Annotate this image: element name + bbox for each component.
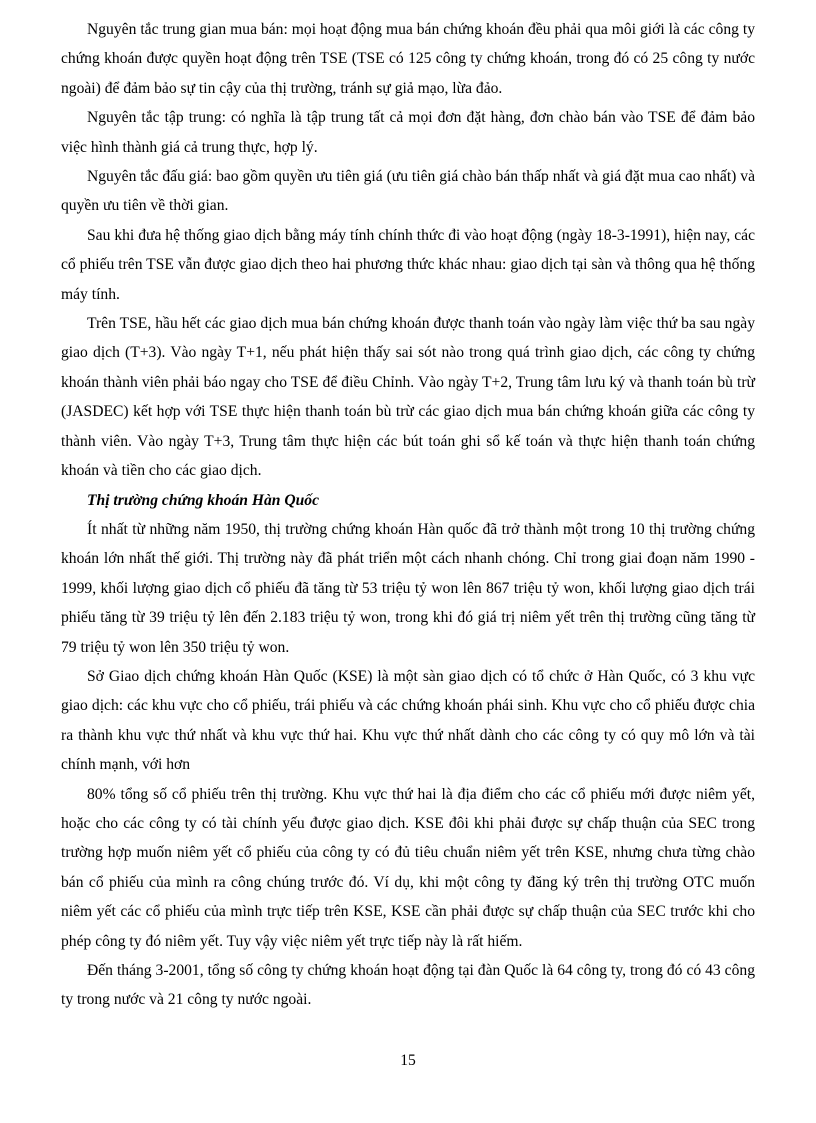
paragraph-auction-principle: Nguyên tắc đấu giá: bao gồm quyền ưu tiên giá (ưu tiên giá chào bán thấp nhất và giá đặt mua cao nhất) và quyền ưu tiên về thời gian. [61,168,755,215]
paragraph-kse-sections: 80% tổng số cổ phiếu trên thị trường. Khu vực thứ hai là địa điểm cho các cổ phiếu mới được niêm yết, hoặc cho các công ty có tài chính yếu được giao dịch. KSE đôi khi phải được sự chấp thuận của SEC trong trường hợp muốn niêm yết cổ phiếu của công ty có đủ tiêu chuẩn niêm yết trên KSE, nhưng chưa từng chào bán cổ phiếu của mình ra công chúng trước đó. Ví dụ, khi một công ty đăng ký trên thị trường OTC muốn niêm yết các cổ phiếu của mình trực tiếp trên KSE, KSE cần phải được sự chấp thuận của SEC trước khi cho phép công ty đó niêm yết. Tuy vậy việc niêm yết trực tiếp này là rất hiếm. [61,785,755,950]
paragraph-trading-methods: Sau khi đưa hệ thống giao dịch bằng máy tính chính thức đi vào hoạt động (ngày 18-3-1991), hiện nay, các cổ phiếu trên TSE vẫn được giao dịch theo hai phương thức khác nhau: giao dịch tại sàn và thông qua hệ thống máy tính. [61,226,755,303]
paragraph-centralization-principle: Nguyên tắc tập trung: có nghĩa là tập trung tất cả mọi đơn đặt hàng, đơn chào bán vào TSE để đảm bảo việc hình thành giá cả trung thực, hợp lý. [61,109,755,156]
paragraph-settlement: Trên TSE, hầu hết các giao dịch mua bán chứng khoán được thanh toán vào ngày làm việc thứ ba sau ngày giao dịch (T+3). Vào ngày T+1, nếu phát hiện thấy sai sót nào trong quá trình giao dịch, các công ty chứng khoán thành viên phải báo ngay cho TSE để điều Chỉnh. Vào ngày T+2, Trung tâm lưu ký và thanh toán bù trừ (JASDEC) kết hợp với TSE thực hiện thanh toán bù trừ các giao dịch mua bán chứng khoán giữa các công ty thành viên. Vào ngày T+3, Trung tâm thực hiện các bút toán ghi sổ kế toán và thực hiện thanh toán chứng khoán và tiền cho các giao dịch. [61,315,755,480]
paragraph-securities-companies: Đến tháng 3-2001, tổng số công ty chứng khoán hoạt động tại đàn Quốc là 64 công ty, trong đó có 43 công ty trong nước và 21 công ty nước ngoài. [61,962,755,1009]
paragraph-intermediary-principle: Nguyên tắc trung gian mua bán: mọi hoạt động mua bán chứng khoán đều phải qua môi giới là các công ty chứng khoán được quyền hoạt động trên TSE (TSE có 125 công ty chứng khoán, trong đó có 25 công ty nước ngoài) để đảm bảo sự tin cậy của thị trường, tránh sự giả mạo, lừa đảo. [61,21,755,97]
paragraph-kse-description: Sở Giao dịch chứng khoán Hàn Quốc (KSE) là một sàn giao dịch có tổ chức ở Hàn Quốc, có 3 khu vực giao dịch: các khu vực cho cổ phiếu, trái phiếu và các chứng khoán phái sinh. Khu vực cho cổ phiếu được chia ra thành khu vực thứ nhất và khu vực thứ hai. Khu vực thứ nhất dành cho các công ty có quy mô lớn và tài chính mạnh, với hơn [61,667,755,774]
document-page [61,15,755,1015]
paragraph-korea-history: Ít nhất từ những năm 1950, thị trường chứng khoán Hàn quốc đã trở thành một trong 10 thị trường chứng khoán lớn nhất thế giới. Thị trường này đã phát triển một cách nhanh chóng. Chỉ trong giai đoạn năm 1990 - 1999, khối lượng giao dịch cổ phiếu đã tăng từ 53 triệu tỷ won lên 867 triệu tỷ won, khối lượng giao dịch trái phiếu tăng từ 39 triệu tỷ lên đến 2.183 triệu tỷ won, trong khi đó giá trị niêm yết trên thị trường cũng tăng từ 79 triệu tỷ won lên 350 triệu tỷ won. [61,520,755,656]
page-number: 15 [400,1052,416,1069]
section-heading-korea: Thị trường chứng khoán Hàn Quốc [87,491,319,509]
